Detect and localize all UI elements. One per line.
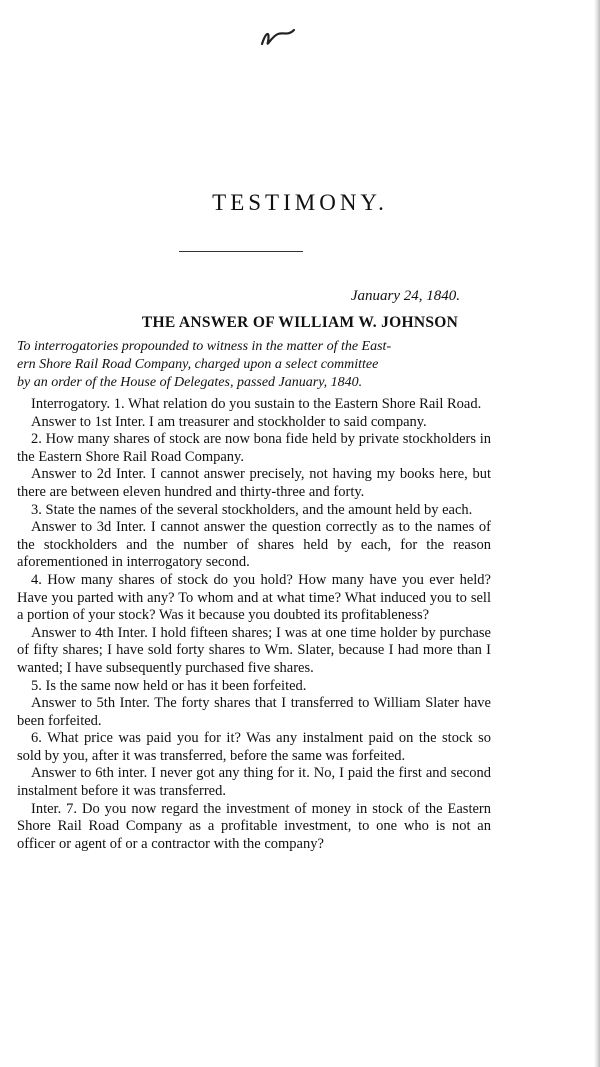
answer-3: Answer to 3d Inter. I cannot answer the question correctly as to the names of the stockholders and the number of shares held by each, for the reason aforementioned in interrogatory second. bbox=[17, 519, 491, 571]
interrogatory-5: 5. Is the same now held or has it been forfeited. bbox=[31, 677, 307, 694]
subtitle-line: by an order of the House of Delegates, passed January, 1840. bbox=[17, 375, 363, 390]
page-edge-shadow bbox=[594, 0, 600, 1067]
subtitle bbox=[17, 338, 487, 392]
interrogatory-2: 2. How many shares of stock are now bona fide held by private stockholders in the Eastern Shore Rail Road Company. bbox=[17, 431, 491, 465]
interrogatory-1: Interrogatory. 1. What relation do you sustain to the Eastern Shore Rail Road. bbox=[31, 396, 482, 412]
divider-rule bbox=[179, 251, 303, 252]
subtitle-line: ern Shore Rail Road Company, charged upon a select committee bbox=[17, 357, 379, 372]
answer-6: Answer to 6th inter. I never got any thing for it. No, I paid the first and second instalment before it was transferred. bbox=[17, 765, 491, 800]
interrogatory-3: 3. State the names of the several stockholders, and the amount held by each. bbox=[31, 501, 473, 518]
interrogatory-4: 4. How many shares of stock do you hold? How many have you ever held? Have you parted with any? To whom and at what time? What induced you to sell a portion of your stock? Was it because you doubted its profitableness? bbox=[17, 571, 491, 624]
answer-1: Answer to 1st Inter. I am treasurer and stockholder to said company. bbox=[31, 413, 427, 430]
page-heading: TESTIMONY. bbox=[212, 190, 388, 215]
answer-4: Answer to 4th Inter. I hold fifteen shares; I was at one time holder by purchase of fifty shares; I have sold forty shares to Wm. Slater, because I had more than I wanted; I have subsequently purchased five shares. bbox=[17, 624, 491, 676]
body-text bbox=[17, 396, 491, 853]
answer-title: THE ANSWER OF WILLIAM W. JOHNSON bbox=[141, 314, 459, 331]
handwritten-mark bbox=[254, 22, 298, 52]
interrogatory-7: Inter. 7. Do you now regard the investment of money in stock of the Eastern Shore Rail Road Company as a profitable investment, to one who is not an officer or agent of or a contractor with the company? bbox=[17, 800, 491, 852]
interrogatory-6: 6. What price was paid you for it? Was any instalment paid on the stock so sold by you, after it was transferred, before the same was forfeited. bbox=[17, 730, 491, 764]
document-date: January 24, 1840. bbox=[350, 288, 460, 304]
answer-2: Answer to 2d Inter. I cannot answer precisely, not having my books here, but there are between eleven hundred and thirty-three and forty. bbox=[17, 466, 491, 500]
subtitle-line: To interrogatories propounded to witness in the matter of the East- bbox=[17, 339, 392, 354]
answer-5: Answer to 5th Inter. The forty shares that I transferred to William Slater have been forfeited. bbox=[17, 695, 491, 729]
